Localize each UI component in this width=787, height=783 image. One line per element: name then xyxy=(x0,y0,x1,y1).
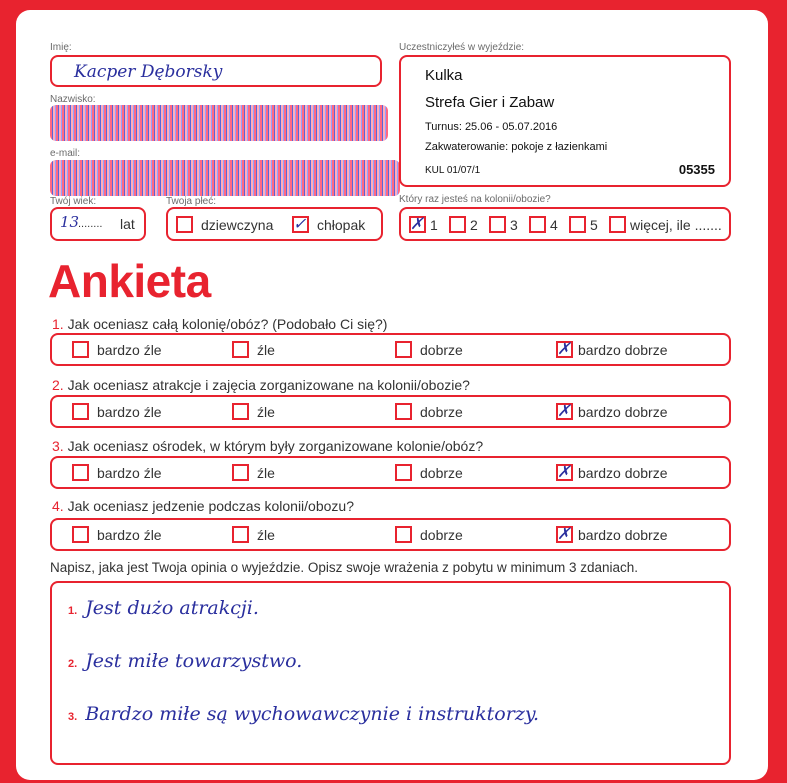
opinion-line-3 xyxy=(68,703,539,725)
q4-checkbox-bardzo-dobrze[interactable] xyxy=(556,526,573,543)
option-label: bardzo źle xyxy=(97,526,162,543)
check-mark-icon: ✗ xyxy=(557,339,571,358)
question-number: 4. xyxy=(52,498,64,514)
wiek-field[interactable] xyxy=(50,207,146,241)
q2-checkbox-bardzo-dobrze[interactable] xyxy=(556,403,573,420)
q1-option-bardzo-zle[interactable] xyxy=(72,341,162,358)
option-label: źle xyxy=(257,403,275,420)
trip-label: Uczestniczyłeś w wyjeździe: xyxy=(399,42,525,53)
q1-checkbox-zle[interactable] xyxy=(232,341,249,358)
trip-number: 05355 xyxy=(678,162,715,177)
option-label: bardzo źle xyxy=(97,341,162,358)
option-label: bardzo dobrze xyxy=(578,526,668,543)
q3-checkbox-dobrze[interactable] xyxy=(395,464,412,481)
ktory-raz-checkbox-wiecej[interactable] xyxy=(609,216,626,233)
question-label: Jak oceniasz całą kolonię/obóz? (Podobało Ci się?) xyxy=(67,316,388,332)
ktory-raz-checkbox-2[interactable] xyxy=(449,216,466,233)
q2-checkbox-bardzo-zle[interactable] xyxy=(72,403,89,420)
question-label: Jak oceniasz atrakcje i zajęcia zorganizowane na kolonii/obozie? xyxy=(67,377,470,393)
opinion-number: 3. xyxy=(68,711,78,723)
check-mark-icon: ✓ xyxy=(293,214,307,233)
question-label: Jak oceniasz ośrodek, w którym były zorganizowane kolonie/obóz? xyxy=(67,438,484,454)
opinion-text: Jest miłe towarzystwo. xyxy=(85,650,303,672)
option-label: dobrze xyxy=(420,403,463,420)
ktory-raz-option-5[interactable] xyxy=(569,216,598,233)
opinion-text: Jest dużo atrakcji. xyxy=(85,597,259,619)
wiek-dots: ........ xyxy=(78,218,103,230)
plec-option-dziewczyna[interactable] xyxy=(176,216,273,233)
q2-option-dobrze[interactable] xyxy=(395,403,463,420)
wiek-unit: lat xyxy=(120,216,135,232)
ktory-raz-option-label: więcej, ile ....... xyxy=(630,216,722,233)
check-mark-icon: ✗ xyxy=(557,524,571,543)
plec-field xyxy=(166,207,383,241)
option-label: bardzo dobrze xyxy=(578,341,668,358)
ktory-raz-checkbox-4[interactable] xyxy=(529,216,546,233)
opinion-number: 2. xyxy=(68,658,78,670)
q4-option-zle[interactable] xyxy=(232,526,275,543)
option-label: dobrze xyxy=(420,526,463,543)
q3-option-bardzo-dobrze[interactable] xyxy=(556,464,668,481)
ktory-raz-checkbox-3[interactable] xyxy=(489,216,506,233)
option-label: źle xyxy=(257,526,275,543)
q1-checkbox-bardzo-dobrze[interactable] xyxy=(556,341,573,358)
check-mark-icon: ✗ xyxy=(410,214,424,233)
ktory-raz-label: Który raz jesteś na kolonii/obozie? xyxy=(399,194,551,205)
q2-checkbox-zle[interactable] xyxy=(232,403,249,420)
nazwisko-label: Nazwisko: xyxy=(50,94,96,105)
q3-option-dobrze[interactable] xyxy=(395,464,463,481)
q3-option-zle[interactable] xyxy=(232,464,275,481)
question-4-options xyxy=(50,518,731,551)
q3-checkbox-bardzo-zle[interactable] xyxy=(72,464,89,481)
ktory-raz-option-2[interactable] xyxy=(449,216,478,233)
opinion-line-1 xyxy=(68,597,259,619)
imie-value: Kacper Dęborsky xyxy=(74,62,223,82)
q1-option-dobrze[interactable] xyxy=(395,341,463,358)
opinion-number: 1. xyxy=(68,605,78,617)
ktory-raz-option-label: 5 xyxy=(590,216,598,233)
imie-field[interactable] xyxy=(50,55,382,87)
wiek-label: Twój wiek: xyxy=(50,196,97,207)
check-mark-icon: ✗ xyxy=(557,462,571,481)
question-2-options xyxy=(50,395,731,428)
trip-name: Kulka xyxy=(425,67,463,84)
question-3-options xyxy=(50,456,731,489)
option-label: źle xyxy=(257,464,275,481)
question-3-text xyxy=(52,438,483,454)
ktory-raz-option-label: 4 xyxy=(550,216,558,233)
ktory-raz-option-label: 2 xyxy=(470,216,478,233)
question-1-text xyxy=(52,316,387,332)
plec-option-chlopak[interactable] xyxy=(292,216,365,233)
trip-box xyxy=(399,55,731,187)
q1-checkbox-dobrze[interactable] xyxy=(395,341,412,358)
opinion-text: Bardzo miłe są wychowawczynie i instruktorzy. xyxy=(85,703,540,725)
q1-option-zle[interactable] xyxy=(232,341,275,358)
trip-zakwaterowanie: Zakwaterowanie: pokoje z łazienkami xyxy=(425,141,608,153)
question-1-options xyxy=(50,333,731,366)
email-label: e-mail: xyxy=(50,148,81,159)
q1-checkbox-bardzo-zle[interactable] xyxy=(72,341,89,358)
q3-option-bardzo-zle[interactable] xyxy=(72,464,162,481)
question-number: 3. xyxy=(52,438,64,454)
q4-option-bardzo-zle[interactable] xyxy=(72,526,162,543)
q2-option-bardzo-zle[interactable] xyxy=(72,403,162,420)
q3-checkbox-zle[interactable] xyxy=(232,464,249,481)
q3-checkbox-bardzo-dobrze[interactable] xyxy=(556,464,573,481)
trip-turnus: Turnus: 25.06 - 05.07.2016 xyxy=(425,121,558,133)
opinion-line-2 xyxy=(68,650,302,672)
email-redacted xyxy=(50,160,400,196)
imie-label: Imię: xyxy=(50,42,72,53)
ktory-raz-checkbox-5[interactable] xyxy=(569,216,586,233)
option-label: bardzo dobrze xyxy=(578,403,668,420)
question-4-text xyxy=(52,498,354,514)
opinion-prompt: Napisz, jaka jest Twoja opinia o wyjeździe. Opisz swoje wrażenia z pobytu w minimum 3 zdaniach. xyxy=(50,560,639,575)
q2-option-zle[interactable] xyxy=(232,403,275,420)
question-2-text xyxy=(52,377,470,393)
plec-option-label: dziewczyna xyxy=(201,216,274,233)
option-label: bardzo źle xyxy=(97,403,162,420)
ktory-raz-checkbox-1[interactable] xyxy=(409,216,426,233)
ktory-raz-option-label: 3 xyxy=(510,216,518,233)
q4-option-bardzo-dobrze[interactable] xyxy=(556,526,668,543)
ktory-raz-option-label: 1 xyxy=(430,216,438,233)
option-label: źle xyxy=(257,341,275,358)
option-label: bardzo źle xyxy=(97,464,162,481)
q2-checkbox-dobrze[interactable] xyxy=(395,403,412,420)
ktory-raz-option-3[interactable] xyxy=(489,216,518,233)
q4-checkbox-zle[interactable] xyxy=(232,526,249,543)
ktory-raz-option-4[interactable] xyxy=(529,216,558,233)
trip-subtitle: Strefa Gier i Zabaw xyxy=(425,94,555,111)
ktory-raz-field xyxy=(399,207,731,241)
plec-option-label: chłopak xyxy=(317,216,366,233)
option-label: dobrze xyxy=(420,341,463,358)
question-label: Jak oceniasz jedzenie podczas kolonii/obozu? xyxy=(67,498,354,514)
trip-code: KUL 01/07/1 xyxy=(425,165,481,176)
ktory-raz-option-1[interactable] xyxy=(409,216,438,233)
q4-checkbox-dobrze[interactable] xyxy=(395,526,412,543)
plec-checkbox-dziewczyna[interactable] xyxy=(176,216,193,233)
check-mark-icon: ✗ xyxy=(557,401,571,420)
q1-option-bardzo-dobrze[interactable] xyxy=(556,341,668,358)
opinion-box[interactable] xyxy=(50,581,731,765)
option-label: dobrze xyxy=(420,464,463,481)
option-label: bardzo dobrze xyxy=(578,464,668,481)
nazwisko-redacted xyxy=(50,105,388,141)
q4-checkbox-bardzo-zle[interactable] xyxy=(72,526,89,543)
question-number: 2. xyxy=(52,377,64,393)
plec-label: Twoja płeć: xyxy=(166,196,217,207)
survey-form xyxy=(16,10,768,780)
q2-option-bardzo-dobrze[interactable] xyxy=(556,403,668,420)
ktory-raz-option-wiecej[interactable] xyxy=(609,216,722,233)
page-title: Ankieta xyxy=(48,255,211,307)
plec-checkbox-chlopak[interactable] xyxy=(292,216,309,233)
wiek-value: 13 xyxy=(60,213,80,231)
question-number: 1. xyxy=(52,316,64,332)
q4-option-dobrze[interactable] xyxy=(395,526,463,543)
